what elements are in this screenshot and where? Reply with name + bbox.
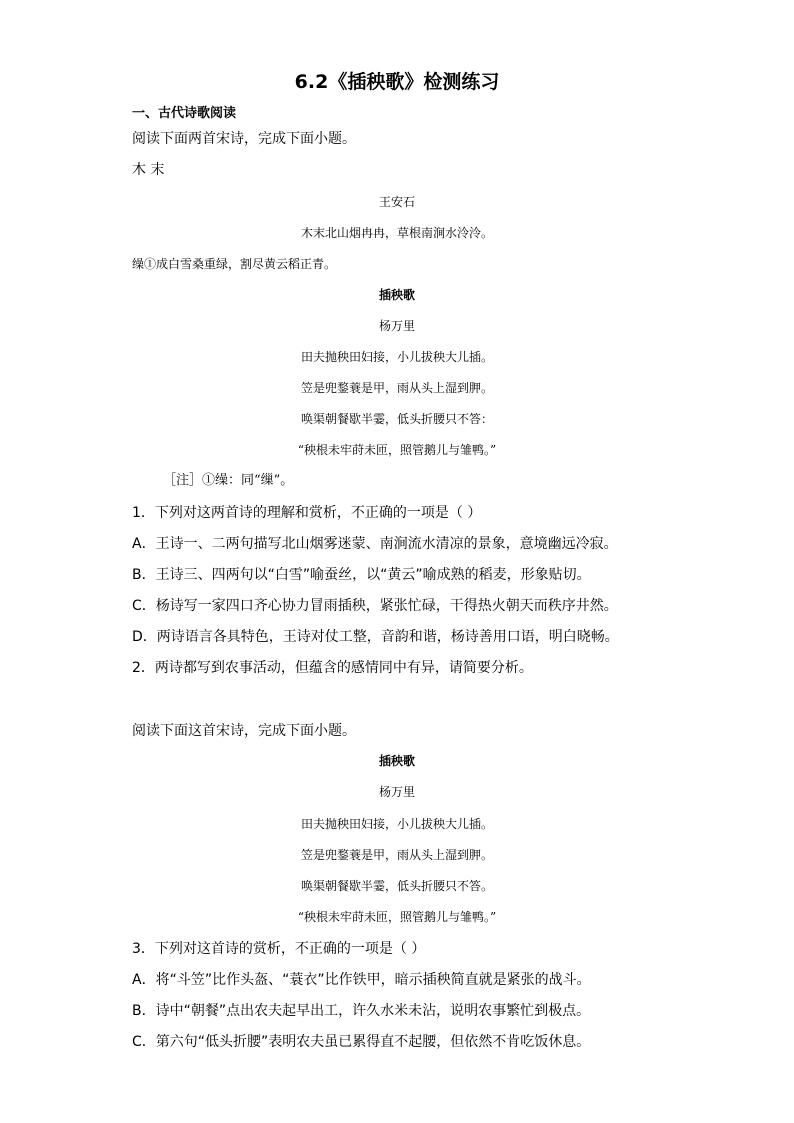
answer-option: A．将“斗笠”比作头盔、“蓑衣”比作铁甲，暗示插秧简直就是紧张的战斗。	[132, 972, 591, 988]
reading-instruction: 阅读下面两首宋诗，完成下面小题。	[132, 131, 356, 147]
poem1-title: 木 末	[132, 162, 165, 178]
answer-option: B．诗中“朝餐”点出农夫起早出工，许久水米未沾，说明农事繁忙到极点。	[132, 1003, 591, 1019]
poem2-line: 笠是兜鍪蓑是甲，雨从头上湿到胛。	[300, 381, 493, 395]
poem1-line: 缲①成白雪桑重绿，割尽黄云稻正青。	[132, 257, 337, 271]
section-heading: 一、古代诗歌阅读	[132, 106, 237, 121]
poem3-author: 杨万里	[378, 785, 415, 799]
poem1-line: 木末北山烟冉冉，草根南涧水泠泠。	[300, 226, 493, 240]
poem1-author: 王安石	[378, 195, 415, 209]
question-stem: 2．两诗都写到农事活动，但蕴含的感情同中有异，请简要分析。	[132, 660, 533, 676]
poem2-title: 插秧歌	[378, 288, 415, 302]
poem3-line: 田夫抛秧田妇接，小儿拔秧大儿插。	[300, 817, 493, 831]
answer-option: B．王诗三、四两句以“白雪”喻蚕丝，以“黄云”喻成熟的稻麦，形象贴切。	[132, 567, 591, 583]
question-stem: 3．下列对这首诗的赏析，不正确的一项是（ ）	[132, 941, 426, 957]
poem3-line: 唤渠朝餐歇半霎，低头折腰只不答。	[300, 879, 493, 893]
answer-option: C．第六句“低头折腰”表明农夫虽已累得直不起腰，但依然不肯吃饭休息。	[132, 1034, 591, 1050]
poem3-line: “秧根未牢莳未匝，照管鹅儿与雏鸭。”	[297, 910, 497, 924]
poem3-line: 笠是兜鍪蓑是甲，雨从头上湿到胛。	[300, 848, 493, 862]
poem3-title: 插秧歌	[378, 754, 415, 768]
poem2-line: 田夫抛秧田妇接，小儿拔秧大儿插。	[300, 350, 493, 364]
answer-option: D．两诗语言各具特色，王诗对仗工整，音韵和谐，杨诗善用口语，明白晓畅。	[132, 629, 619, 645]
answer-option: C．杨诗写一家四口齐心协力冒雨插秧，紧张忙碌，干得热火朝天而秩序井然。	[132, 598, 618, 614]
poem2-line: 唤渠朝餐歇半霎，低头折腰只不答：	[300, 412, 493, 426]
answer-option: A．王诗一、二两句描写北山烟雾迷蒙、南涧流水清凉的景象，意境幽远冷寂。	[132, 536, 618, 552]
reading-instruction: 阅读下面这首宋诗，完成下面小题。	[132, 723, 356, 739]
page-title: 6.2《插秧歌》检测练习	[294, 71, 500, 93]
poem2-author: 杨万里	[378, 319, 415, 333]
poem2-line: “秧根未牢莳未匝，照管鹅儿与雏鸭。”	[297, 443, 497, 457]
question-stem: 1．下列对这两首诗的理解和赏析，不正确的一项是（ ）	[132, 505, 482, 521]
annotation-note: ［注］①缲：同“缫”。	[163, 473, 294, 488]
